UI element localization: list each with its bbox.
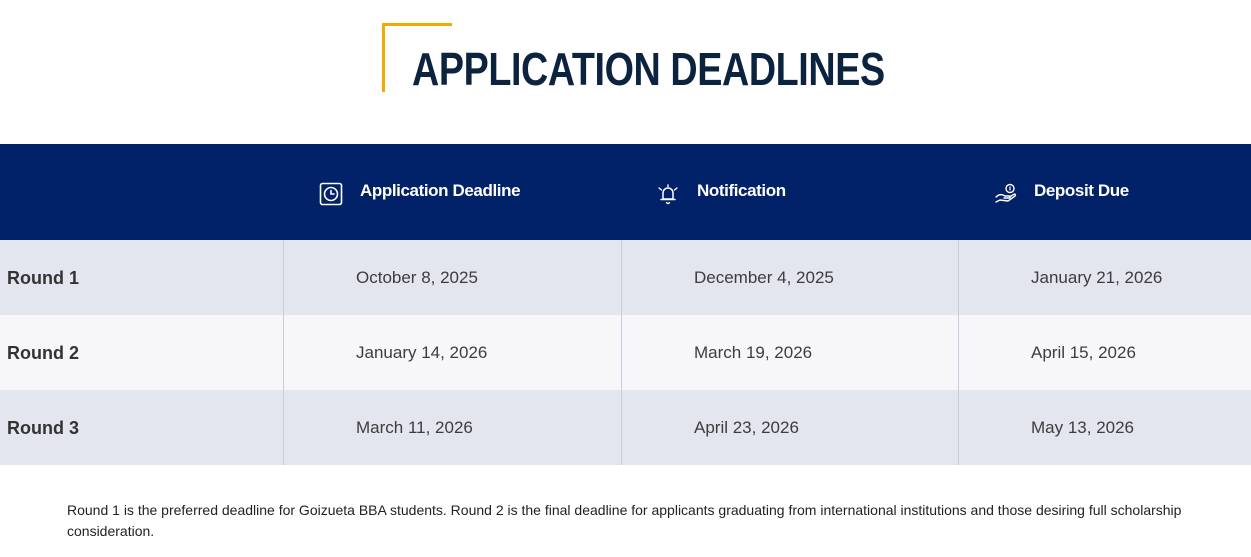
round-cell xyxy=(0,315,283,390)
deposit-due-value: May 13, 2026 xyxy=(1031,418,1135,437)
application-deadline-cell xyxy=(283,240,621,315)
hand-money-icon xyxy=(994,182,1018,206)
application-deadline-value: October 8, 2025 xyxy=(356,268,478,287)
deposit-due-cell xyxy=(958,315,1251,390)
notification-value: March 19, 2026 xyxy=(694,343,813,362)
header-label-notification: Notification xyxy=(697,181,786,200)
round-label: Round 3 xyxy=(7,418,79,438)
notification-cell xyxy=(621,315,958,390)
notification-cell xyxy=(621,240,958,315)
table-row xyxy=(0,240,1251,315)
header-application-deadline xyxy=(283,144,621,240)
clock-icon xyxy=(319,182,343,206)
application-deadline-value: January 14, 2026 xyxy=(356,343,488,362)
table-header xyxy=(0,144,1251,240)
round-label: Round 2 xyxy=(7,343,79,363)
header-notification xyxy=(621,144,958,240)
bell-icon xyxy=(656,182,680,206)
page-title: APPLICATION DEADLINES xyxy=(412,43,885,95)
title-block xyxy=(382,23,885,95)
round-cell xyxy=(0,390,283,465)
deposit-due-value: January 21, 2026 xyxy=(1031,268,1163,287)
deposit-due-cell xyxy=(958,240,1251,315)
notification-value: April 23, 2026 xyxy=(694,418,799,437)
deposit-due-value: April 15, 2026 xyxy=(1031,343,1136,362)
round-label: Round 1 xyxy=(7,268,79,288)
header-empty-cell xyxy=(0,144,283,240)
round-cell xyxy=(0,240,283,315)
deadline-note: Round 1 is the preferred deadline for Goizueta BBA students. Round 2 is the final deadline for applicants graduating from international institutions and those desiring full scholarship consideration. xyxy=(67,502,1182,539)
header-deposit-due xyxy=(958,144,1251,240)
application-deadline-cell xyxy=(283,315,621,390)
application-deadline-cell xyxy=(283,390,621,465)
table-row xyxy=(0,315,1251,390)
deposit-due-cell xyxy=(958,390,1251,465)
deadlines-table xyxy=(0,144,1251,465)
application-deadline-value: March 11, 2026 xyxy=(356,418,473,437)
notification-value: December 4, 2025 xyxy=(694,268,834,287)
header-label-application-deadline: Application Deadline xyxy=(360,181,521,200)
table-row xyxy=(0,390,1251,465)
notification-cell xyxy=(621,390,958,465)
header-label-deposit-due: Deposit Due xyxy=(1034,181,1129,200)
